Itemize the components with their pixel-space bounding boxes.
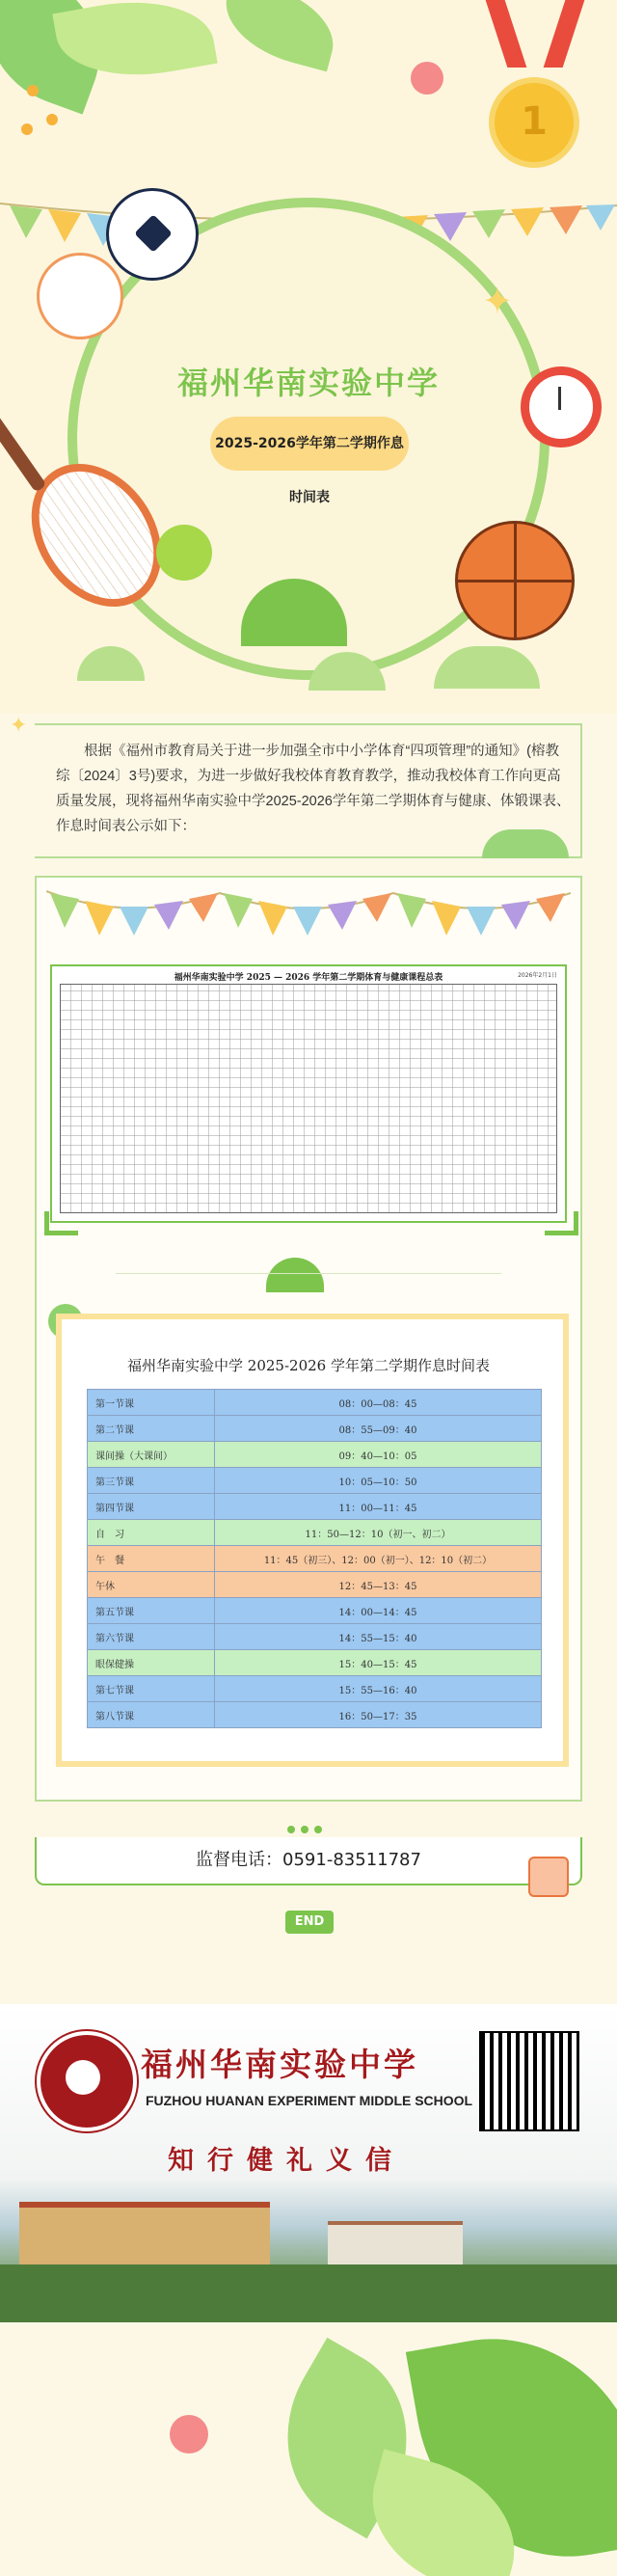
table-row <box>88 1442 542 1468</box>
table-row <box>88 1624 542 1650</box>
school-name-cn: 福州华南实验中学 <box>141 2046 418 2083</box>
table-row <box>88 1416 542 1442</box>
flower-decoration <box>411 62 443 95</box>
bush-decoration <box>434 646 540 689</box>
table-row <box>88 1468 542 1494</box>
school-name-en: FUZHOU HUANAN EXPERIMENT MIDDLE SCHOOL <box>146 2093 473 2108</box>
end-badge: END <box>285 1911 334 1934</box>
period-cell: 第二节课 <box>88 1416 215 1442</box>
table-row <box>88 1598 542 1624</box>
time-cell: 11：45（初三）、12：00（初一）、12：10（初二） <box>215 1546 542 1572</box>
medal-icon: 1 <box>489 77 579 168</box>
hotline-label: 监督电话：0591-83511787 <box>196 1850 421 1870</box>
page-title: 福州华南实验中学 <box>176 365 440 401</box>
table-row <box>88 1702 542 1728</box>
intro-text: 根据《福州市教育局关于进一步加强全市中小学体育“四项管理”的通知》(榕教综〔2024〕3号)要求，为进一步做好我校体育教育教学，推动我校体育工作向更高质量发展，现将福州华南实验中学2025-2026学年第二学期体育与健康、体锻课表、作息时间表公示如下： <box>56 744 571 834</box>
divider-line <box>116 1273 501 1274</box>
bush-decoration <box>77 646 145 681</box>
school-motto: 知行健礼义信 <box>168 2146 405 2176</box>
time-cell: 14：00—14：45 <box>215 1598 542 1624</box>
table-row <box>88 1520 542 1546</box>
time-cell: 09：40—10：05 <box>215 1442 542 1468</box>
magnifier-icon <box>528 1857 569 1897</box>
header-banner <box>0 0 617 714</box>
time-cell: 11：00—11：45 <box>215 1494 542 1520</box>
leaf-decoration <box>215 0 344 71</box>
sparkle-icon: ✦ <box>10 714 28 738</box>
star-icon: ✦ <box>482 280 513 322</box>
period-cell: 第八节课 <box>88 1702 215 1728</box>
time-cell: 12：45—13：45 <box>215 1572 542 1598</box>
pe-schedule-table-image <box>50 964 567 1223</box>
table-row <box>88 1546 542 1572</box>
time-cell: 14：55—15：40 <box>215 1624 542 1650</box>
period-cell: 眼保健操 <box>88 1650 215 1676</box>
period-cell: 自 习 <box>88 1520 215 1546</box>
tennis-racket-handle <box>0 414 47 493</box>
time-cell: 08：00—08：45 <box>215 1390 542 1416</box>
trees <box>0 2264 617 2322</box>
footer-decoration <box>0 2322 617 2576</box>
rest-schedule-table <box>87 1389 542 1728</box>
school-logo <box>37 2031 137 2131</box>
flower-decoration <box>27 85 39 96</box>
table-row <box>88 1650 542 1676</box>
time-cell: 15：55—16：40 <box>215 1676 542 1702</box>
table-row <box>88 1572 542 1598</box>
period-cell: 第六节课 <box>88 1624 215 1650</box>
pe-schedule-date: 2026年2月1日 <box>518 972 557 979</box>
soccer-ball-icon <box>106 188 199 281</box>
time-cell: 15：40—15：45 <box>215 1650 542 1676</box>
period-cell: 课间操（大课间） <box>88 1442 215 1468</box>
table-row <box>88 1390 542 1416</box>
time-cell: 08：55—09：40 <box>215 1416 542 1442</box>
hotline-box <box>35 1837 582 1885</box>
time-cell: 11：50—12：10（初一、初二） <box>215 1520 542 1546</box>
pe-schedule-title: 福州华南实验中学 2025 — 2026 学年第二学期体育与健康课程总表 <box>174 973 443 983</box>
table-row <box>88 1494 542 1520</box>
period-cell: 午休 <box>88 1572 215 1598</box>
period-cell: 午 餐 <box>88 1546 215 1572</box>
corner-bracket <box>545 1211 578 1235</box>
medal-ribbon <box>486 0 527 68</box>
subtitle-pill: 2025-2026学年第二学期作息时间表 <box>210 417 409 471</box>
flower-decoration <box>170 2415 208 2454</box>
basketball-icon <box>455 521 575 640</box>
corner-bracket <box>44 1211 78 1235</box>
period-cell: 第四节课 <box>88 1494 215 1520</box>
rest-schedule-title: 福州华南实验中学 2025-2026 学年第二学期作息时间表 <box>127 1357 490 1374</box>
period-cell: 第三节课 <box>88 1468 215 1494</box>
qr-code-icon <box>479 2031 579 2131</box>
medal-ribbon <box>544 0 585 68</box>
dots-decoration <box>287 1826 295 1833</box>
time-cell: 16：50—17：35 <box>215 1702 542 1728</box>
period-cell: 第五节课 <box>88 1598 215 1624</box>
pe-schedule-grid <box>60 984 557 1213</box>
volleyball-icon <box>37 253 123 339</box>
time-cell: 10：05—10：50 <box>215 1468 542 1494</box>
period-cell: 第七节课 <box>88 1676 215 1702</box>
period-cell: 第一节课 <box>88 1390 215 1416</box>
table-row <box>88 1676 542 1702</box>
leaf-decoration <box>482 829 569 858</box>
bunting-flags <box>46 885 571 943</box>
tennis-ball-icon <box>156 525 212 581</box>
